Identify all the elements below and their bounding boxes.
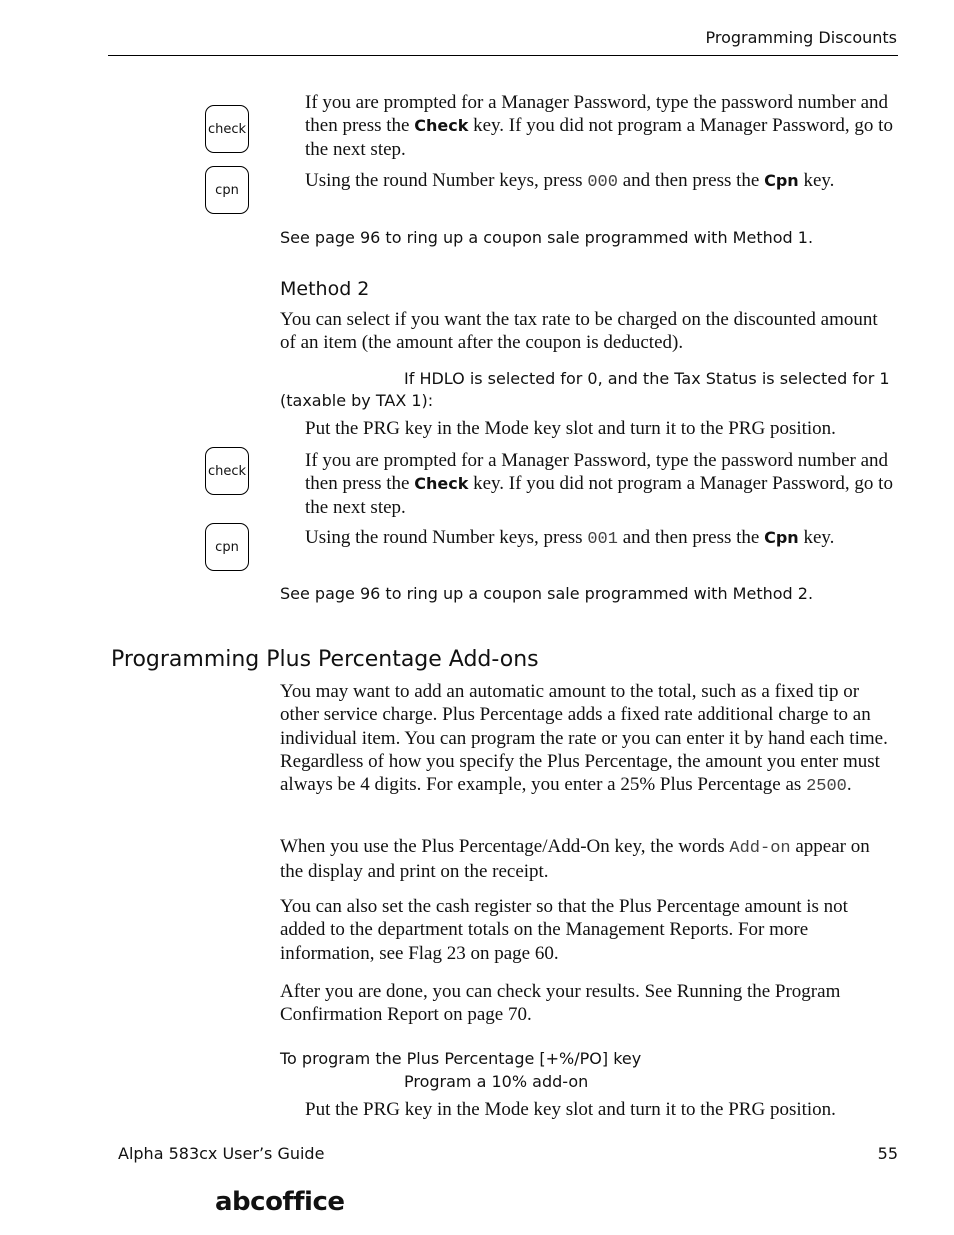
method1-password-step: If you are prompted for a Manager Password, type the password number and then press the Check key. If you did not program a Manager Password, go to the next step. xyxy=(305,92,893,160)
cpn-key-icon: cpn xyxy=(205,523,249,571)
method2-password-step: If you are prompted for a Manager Password, type the password number and then press the Check key. If you did not program a Manager Password, go to the next step. xyxy=(305,450,893,518)
cpn-key-icon: cpn xyxy=(205,166,249,214)
procedure-example: Program a 10% add-on xyxy=(404,1072,589,1091)
running-header: Programming Discounts xyxy=(705,28,897,47)
plus-paragraph-2: When you use the Plus Percentage/Add-On key, the words Add-on appear on the display and print on the receipt. xyxy=(280,836,870,883)
procedure-title: To program the Plus Percentage [+%/PO] key xyxy=(280,1049,642,1068)
method1-number-step: Using the round Number keys, press 000 and then press the Cpn key. xyxy=(305,170,835,192)
plus-prg-step: Put the PRG key in the Mode key slot and turn it to the PRG position. xyxy=(305,1099,836,1120)
page-number: 55 xyxy=(877,1144,898,1163)
plus-paragraph-1: You may want to add an automatic amount to the total, such as a fixed tip or other service charge. Plus Percentage adds a fixed rate additional charge to an individual item. You can program the rate or you can enter it by hand each time. Regardless of how you specify the Plus Percentage, the amount you enter must always be 4 digits. For example, you enter a 25% Plus Percentage as 2500. xyxy=(280,681,888,797)
method2-number-step: Using the round Number keys, press 001 and then press the Cpn key. xyxy=(305,527,835,549)
method1-see-page: See page 96 to ring up a coupon sale programmed with Method 1. xyxy=(280,228,814,247)
section-heading: Programming Plus Percentage Add-ons xyxy=(111,647,539,672)
method2-intro: You can select if you want the tax rate to be charged on the discounted amount of an item (the amount after the coupon is deducted). xyxy=(280,309,878,354)
footer-guide-title: Alpha 583cx User’s Guide xyxy=(118,1144,325,1163)
method2-condition-cont: (taxable by TAX 1): xyxy=(280,391,434,410)
plus-paragraph-3: You can also set the cash register so that the Plus Percentage amount is not added to the department totals on the Management Reports. For more information, see Flag 23 on page 60. xyxy=(280,896,848,964)
header-rule xyxy=(108,55,898,56)
method2-condition: If HDLO is selected for 0, and the Tax Status is selected for 1 xyxy=(404,369,890,388)
method2-prg-step: Put the PRG key in the Mode key slot and turn it to the PRG position. xyxy=(305,418,836,439)
check-key-icon: check xyxy=(205,105,249,153)
method2-heading: Method 2 xyxy=(280,278,370,300)
method2-see-page: See page 96 to ring up a coupon sale programmed with Method 2. xyxy=(280,584,814,603)
check-key-icon: check xyxy=(205,447,249,495)
abcoffice-logo: abcoffice xyxy=(215,1187,345,1217)
plus-paragraph-4: After you are done, you can check your results. See Running the Program Confirmation Report on page 70. xyxy=(280,981,841,1026)
